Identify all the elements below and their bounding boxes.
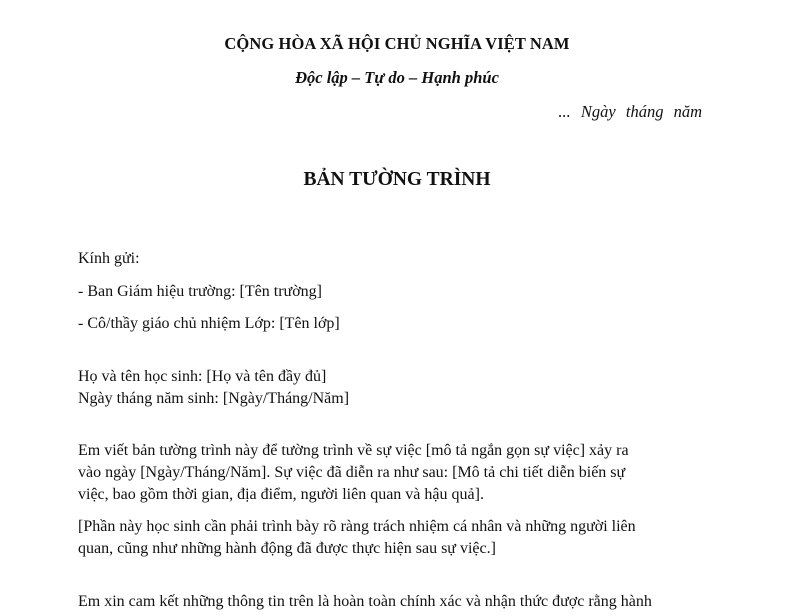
- student-birthdate: Ngày tháng năm sinh: [Ngày/Tháng/Năm]: [78, 390, 350, 407]
- student-name: Họ và tên học sinh: [Họ và tên đầy đủ]: [78, 368, 327, 385]
- national-motto: Độc lập – Tự do – Hạnh phúc: [295, 68, 499, 87]
- recipient-school: - Ban Giám hiệu trường: [Tên trường]: [78, 283, 322, 300]
- national-title: CỘNG HÒA XÃ HỘI CHỦ NGHĨA VIỆT NAM: [224, 34, 570, 53]
- paragraph-1-line-3: việc, bao gồm thời gian, địa điểm, người liên quan và hậu quả].: [78, 486, 484, 503]
- recipient-teacher: - Cô/thầy giáo chủ nhiệm Lớp: [Tên lớp]: [78, 315, 340, 332]
- document-title: BẢN TƯỜNG TRÌNH: [303, 169, 491, 190]
- date-line: ... Ngày tháng năm: [558, 102, 702, 121]
- paragraph-2-line-2: quan, cũng như những hành động đã được thực hiện sau sự việc.]: [78, 540, 496, 557]
- paragraph-3-line-1: Em xin cam kết những thông tin trên là hoàn toàn chính xác và nhận thức được rằng hành: [78, 593, 652, 610]
- paragraph-1-line-2: vào ngày [Ngày/Tháng/Năm]. Sự việc đã diễn ra như sau: [Mô tả chi tiết diễn biến sự: [78, 464, 626, 481]
- paragraph-1-line-1: Em viết bản tường trình này để tường trình về sự việc [mô tả ngắn gọn sự việc] xảy ra: [78, 442, 629, 459]
- paragraph-2-line-1: [Phần này học sinh cần phải trình bày rõ ràng trách nhiệm cá nhân và những người liên: [78, 518, 636, 535]
- salutation: Kính gửi:: [78, 250, 140, 267]
